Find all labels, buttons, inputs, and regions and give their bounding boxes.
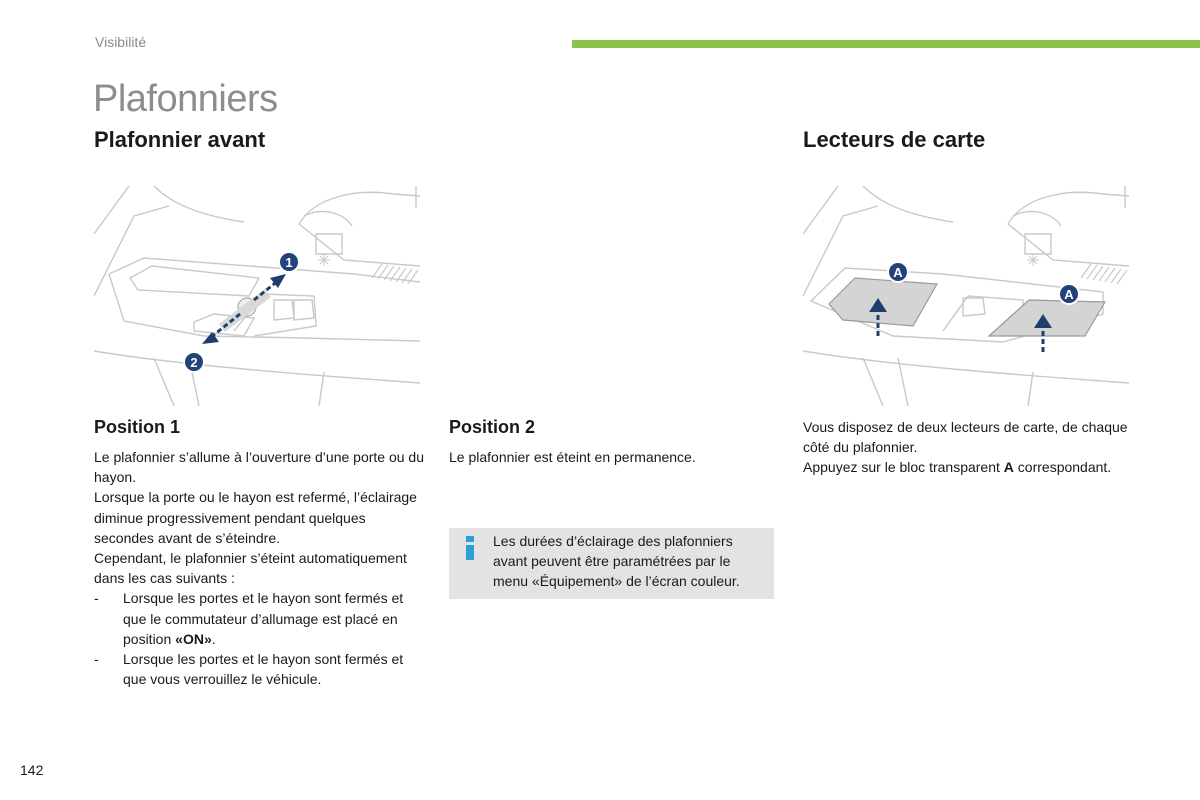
paragraph: Cependant, le plafonnier s’éteint automatiquement dans les cas suivants :: [94, 550, 407, 587]
paragraph: Lorsque la porte ou le hayon est refermé, l’éclairage diminue progressivement pendant quelques secondes avant de s’éteindre.: [94, 489, 417, 546]
info-note-box: [449, 528, 774, 599]
callout-a-left: A: [893, 265, 903, 280]
position-1-text: [94, 447, 424, 689]
heading-lecteurs-de-carte: Lecteurs de carte: [803, 127, 986, 152]
info-icon: [463, 536, 477, 560]
header-accent-bar: [572, 40, 1200, 48]
list-item: - Lorsque les portes et le hayon sont fermés et que le commutateur d’allumage est placé en position «ON».: [94, 590, 404, 647]
callout-a-right: A: [1064, 287, 1074, 302]
page-number: 142: [20, 762, 44, 778]
callout-1: 1: [285, 255, 293, 270]
list-item: - Lorsque les portes et le hayon sont fermés et que vous verrouillez le véhicule.: [94, 651, 404, 688]
callout-2: 2: [190, 355, 198, 370]
paragraph: Vous disposez de deux lecteurs de carte, de chaque côté du plafonnier.: [803, 419, 1128, 456]
list-dash: -: [94, 590, 99, 607]
page-title: Plafonniers: [93, 78, 278, 120]
front-courtesy-light-illustration: [94, 186, 420, 406]
paragraph: Le plafonnier s’allume à l’ouverture d’une porte ou du hayon.: [94, 449, 424, 486]
map-light-text: [803, 417, 1133, 478]
section-label: Visibilité: [95, 34, 147, 50]
list-dash: -: [94, 651, 99, 668]
map-reading-lights-illustration: [803, 186, 1129, 406]
heading-position-1: Position 1: [94, 417, 181, 437]
position-2-text: Le plafonnier est éteint en permanence.: [449, 449, 696, 465]
heading-plafonnier-avant: Plafonnier avant: [94, 127, 266, 152]
heading-position-2: Position 2: [449, 417, 536, 437]
info-note-text: Les durées d’éclairage des plafonniers avant peuvent être paramétrées par le menu «Équipement» de l’écran couleur.: [493, 533, 740, 590]
paragraph: Appuyez sur le bloc transparent A correspondant.: [803, 459, 1112, 476]
